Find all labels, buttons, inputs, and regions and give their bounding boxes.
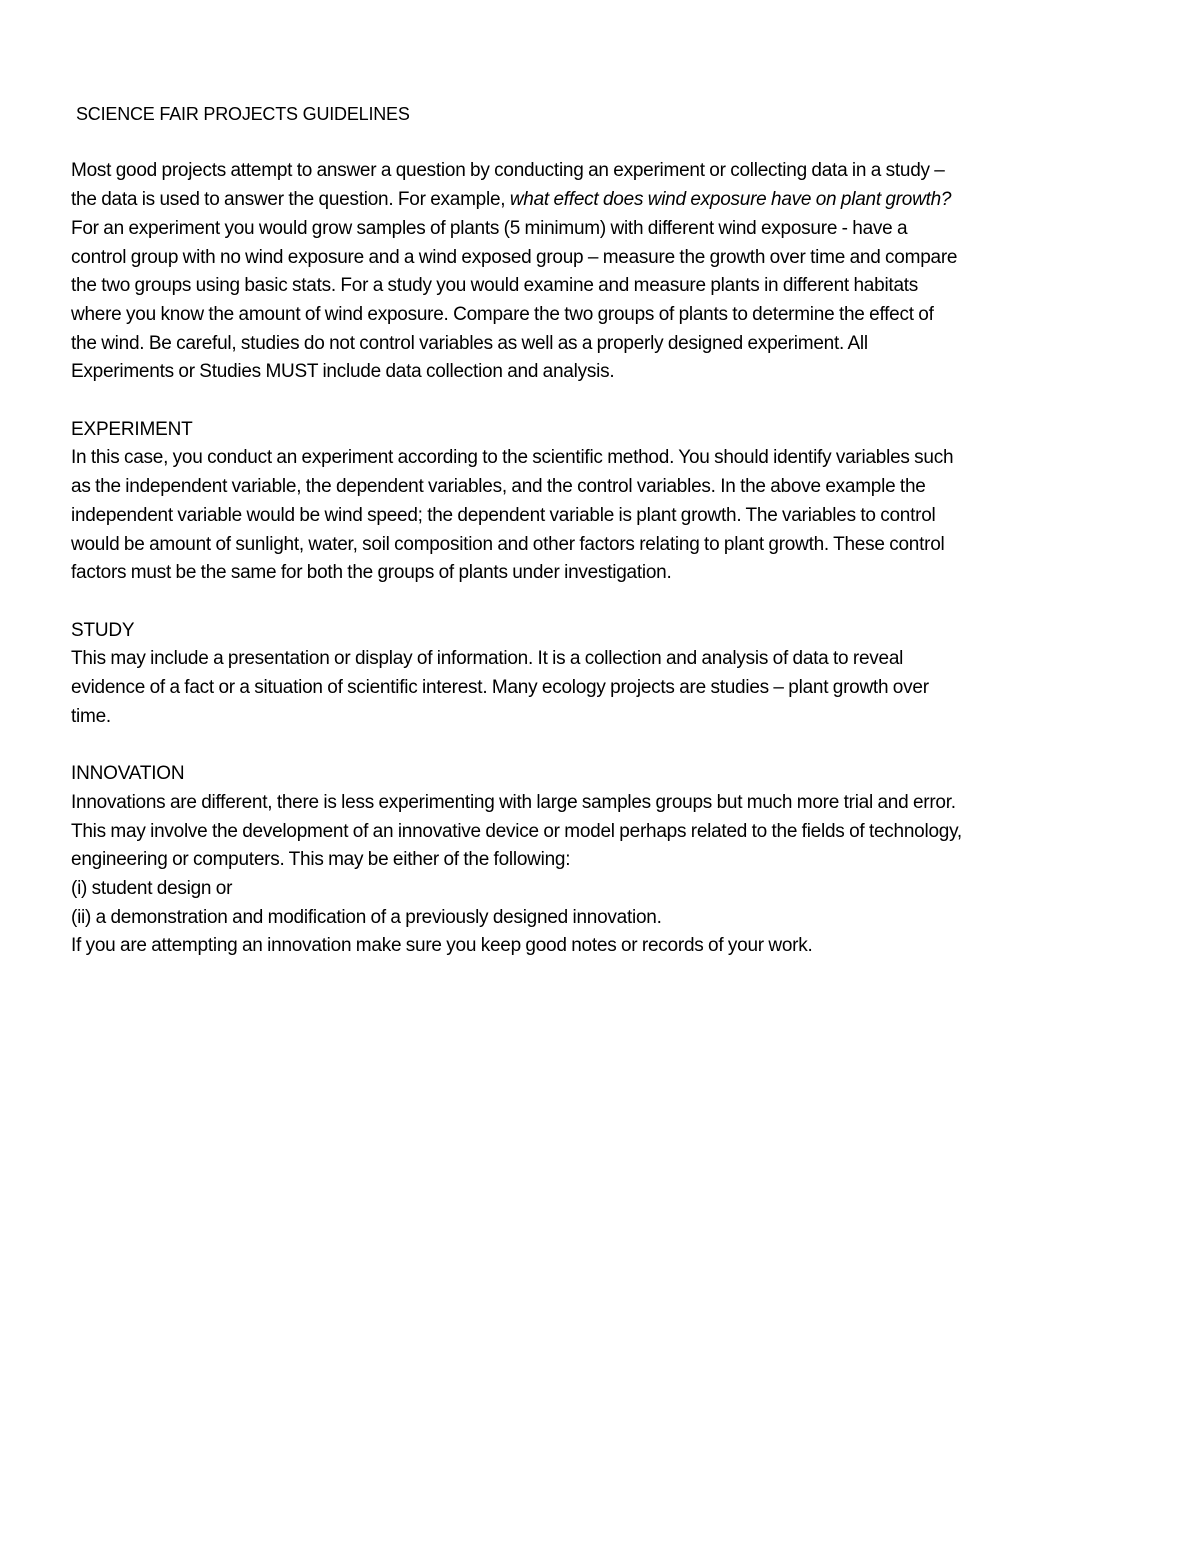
innovation-line: (i) student design or: [71, 877, 233, 899]
study-line: This may include a presentation or display of information. It is a collection and analysis of data to reveal: [71, 648, 904, 670]
spacer: [71, 731, 1141, 760]
innovation-section: [71, 760, 1141, 961]
document-title: SCIENCE FAIR PROJECTS GUIDELINES: [76, 104, 410, 124]
intro-paragraph: [71, 157, 1141, 387]
intro-line: the wind. Be careful, studies do not control variables as well as a properly designed experiment. All: [71, 332, 868, 354]
innovation-line: This may involve the development of an innovative device or model perhaps related to the fields of technology,: [71, 820, 962, 842]
study-section: [71, 617, 1141, 732]
experiment-paragraph: [71, 444, 1141, 588]
intro-line-text: the data is used to answer the question. For example,: [71, 189, 510, 211]
innovation-line: If you are attempting an innovation make sure you keep good notes or records of your work.: [71, 935, 813, 957]
intro-line: [71, 186, 1141, 215]
experiment-line: as the independent variable, the dependent variables, and the control variables. In the above example the: [71, 476, 926, 498]
innovation-heading: INNOVATION: [71, 763, 185, 785]
study-line: time.: [71, 705, 111, 727]
spacer: [71, 129, 1141, 158]
intro-line: where you know the amount of wind exposure. Compare the two groups of plants to determine the effect of: [71, 303, 934, 325]
innovation-paragraph: [71, 789, 1141, 961]
intro-line: control group with no wind exposure and a wind exposed group – measure the growth over time and compare: [71, 246, 958, 268]
intro-line: the two groups using basic stats. For a study you would examine and measure plants in different habitats: [71, 275, 919, 297]
spacer: [71, 588, 1141, 617]
intro-line: For an experiment you would grow samples of plants (5 minimum) with different wind exposure - have a: [71, 217, 908, 239]
experiment-line: factors must be the same for both the groups of plants under investigation.: [71, 562, 672, 584]
experiment-line: would be amount of sunlight, water, soil composition and other factors relating to plant growth. These control: [71, 533, 945, 555]
experiment-line: independent variable would be wind speed; the dependent variable is plant growth. The variables to control: [71, 504, 936, 526]
study-line: evidence of a fact or a situation of scientific interest. Many ecology projects are studies – plant growth over: [71, 677, 929, 699]
intro-line: Most good projects attempt to answer a question by conducting an experiment or collecting data in a study –: [71, 160, 945, 182]
experiment-line: In this case, you conduct an experiment according to the scientific method. You should identify variables such: [71, 447, 954, 469]
study-heading: STUDY: [71, 619, 135, 641]
example-question: what effect does wind exposure have on plant growth?: [509, 189, 952, 211]
document-page: [71, 100, 1141, 961]
study-paragraph: [71, 645, 1141, 731]
experiment-heading: EXPERIMENT: [71, 418, 193, 440]
innovation-line: Innovations are different, there is less experimenting with large samples groups but much more trial and error.: [71, 791, 956, 813]
experiment-section: [71, 416, 1141, 588]
innovation-line: (ii) a demonstration and modification of a previously designed innovation.: [71, 906, 662, 928]
intro-line: Experiments or Studies MUST include data collection and analysis.: [71, 361, 615, 383]
spacer: [71, 387, 1141, 416]
innovation-line: engineering or computers. This may be either of the following:: [71, 849, 571, 871]
